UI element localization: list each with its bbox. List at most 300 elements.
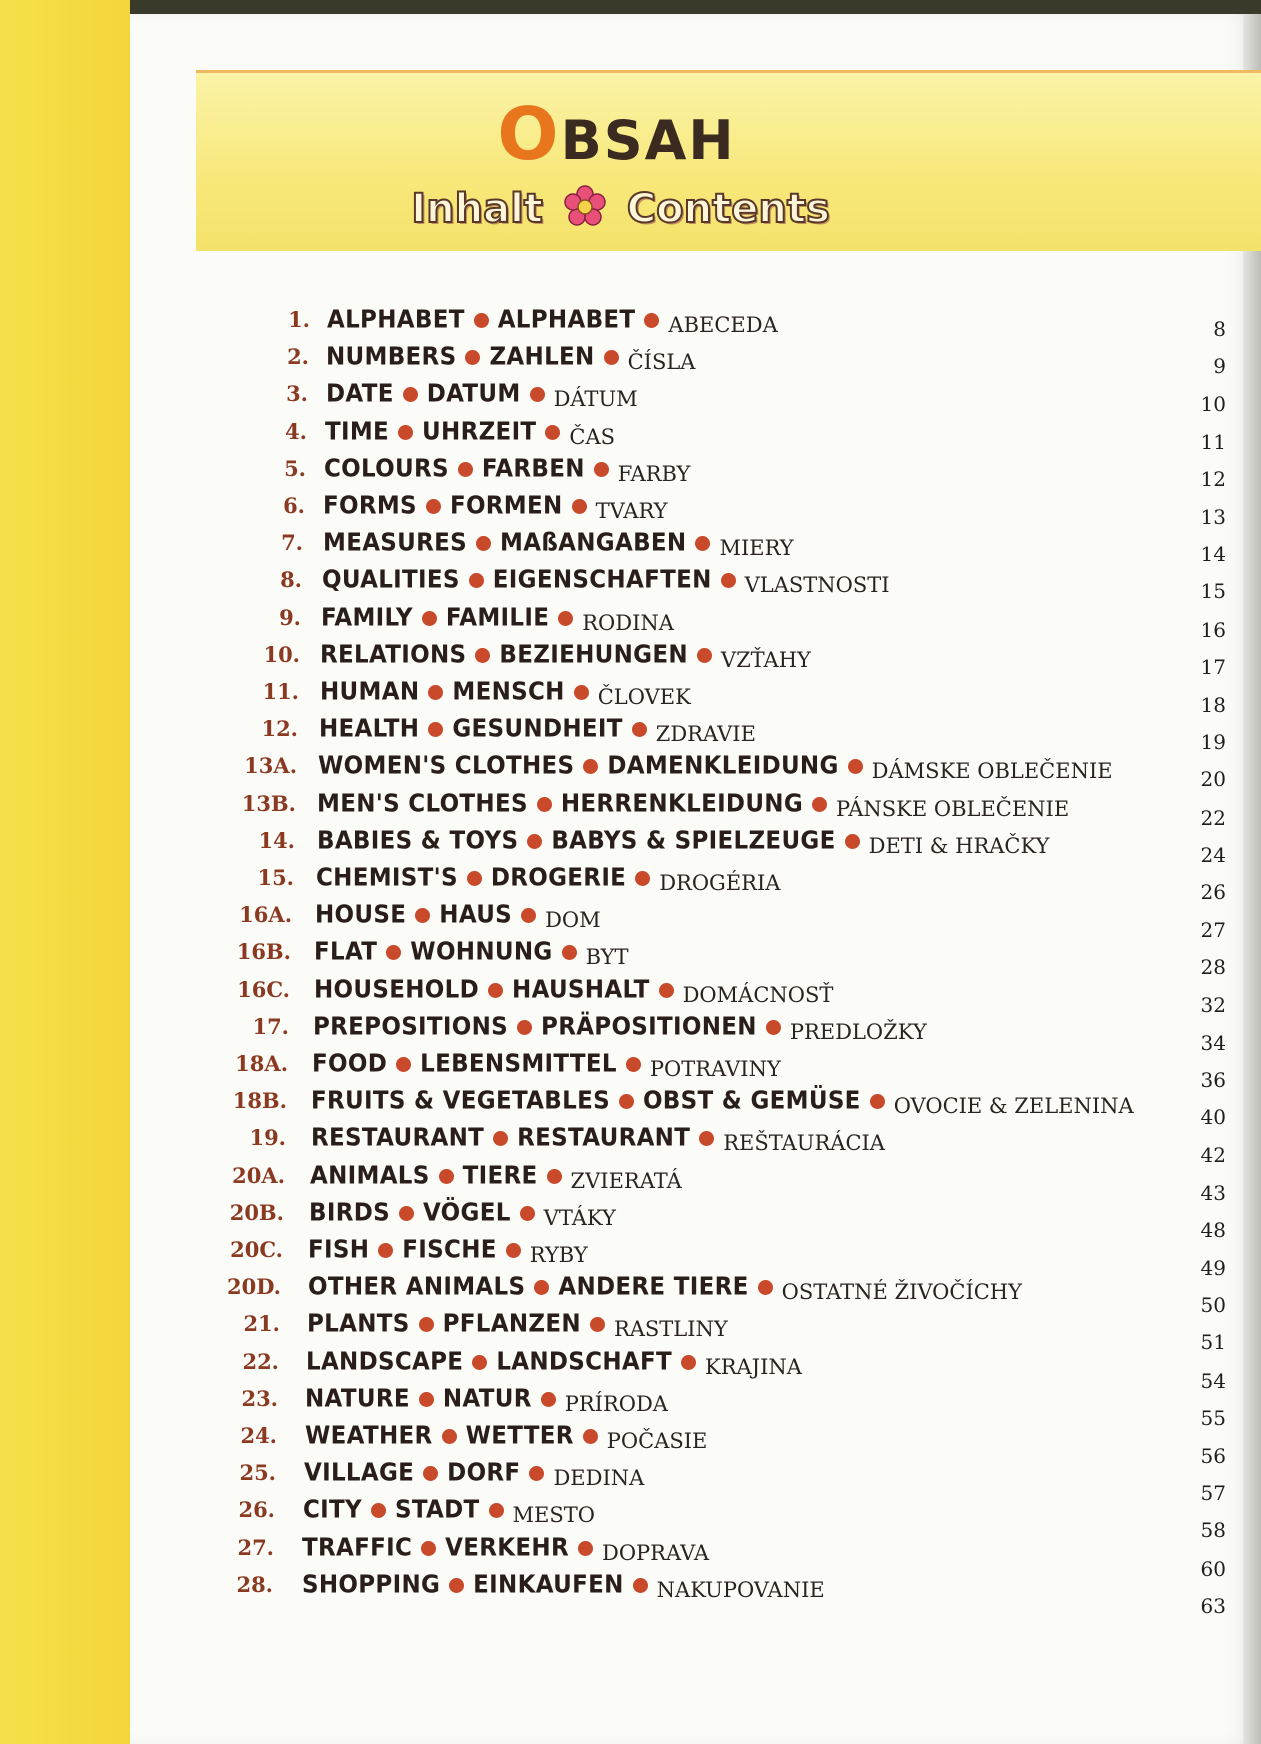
bullet-dot-icon [699,1131,714,1146]
bullet-dot-icon [378,1243,393,1258]
toc-entry [307,1309,728,1341]
toc-row [0,1272,1261,1317]
toc-page-number: 10 [1200,392,1226,416]
toc-page-number: 14 [1200,542,1226,566]
toc-english: RESTAURANT [311,1123,485,1153]
toc-number: 22. [242,1349,279,1374]
toc-page-number: 54 [1200,1369,1226,1393]
toc-number: 26. [238,1497,275,1522]
toc-row [0,603,1261,642]
toc-english: MEASURES [323,528,468,558]
bullet-dot-icon [428,722,443,737]
toc-number: 5. [284,456,306,481]
toc-english: BIRDS [309,1198,390,1228]
toc-german: EINKAUFEN [473,1570,624,1600]
toc-row [0,1086,1261,1129]
toc-slovak: MIERY [719,536,794,560]
toc-slovak: VTÁKY [543,1206,616,1230]
bullet-dot-icon [465,350,480,365]
toc-row [0,1347,1261,1393]
toc-row [0,1012,1261,1055]
toc-slovak: DOPRAVA [602,1541,710,1565]
toc-english: FORMS [323,491,417,521]
toc-page-number: 27 [1200,918,1226,942]
toc-row [0,493,1261,527]
bullet-dot-icon [547,1169,562,1184]
toc-entry [302,1570,825,1602]
toc-english: FRUITS & VEGETABLES [311,1086,610,1116]
toc-slovak: OSTATNÉ ŽIVOČÍCHY [781,1280,1022,1304]
bullet-dot-icon [442,1429,457,1444]
bullet-dot-icon [386,945,401,960]
toc-english: FOOD [312,1049,388,1079]
toc-english: FAMILY [321,603,413,633]
toc-page-number: 12 [1200,467,1226,491]
toc-page-number: 17 [1200,655,1226,679]
toc-entry [320,677,691,709]
toc-number: 20C. [230,1237,283,1262]
bullet-dot-icon [583,759,598,774]
toc-number: 18B. [232,1088,287,1113]
toc-english: TIME [325,417,390,447]
toc-german: FISCHE [402,1235,497,1265]
toc-number: 13B. [241,791,296,816]
bullet-dot-icon [812,797,827,812]
bullet-dot-icon [449,1578,464,1593]
toc-english: NATURE [305,1384,410,1414]
toc-row [0,789,1261,830]
toc-page-number: 48 [1200,1218,1226,1242]
bullet-dot-icon [697,648,712,663]
toc-german: HAUSHALT [512,975,650,1005]
toc-page-number: 34 [1200,1031,1226,1055]
toc-row [0,1161,1261,1205]
title-rest: BSAH [560,109,736,172]
toc-german: ANDERE TIERE [558,1272,749,1302]
toc-entry [305,1421,708,1453]
toc-entry [313,1012,927,1044]
toc-german: ZAHLEN [489,342,595,372]
bullet-dot-icon [469,573,484,588]
bullet-dot-icon [520,1206,535,1221]
toc-slovak: VLASTNOSTI [744,573,890,597]
toc-slovak: ZDRAVIE [655,722,756,746]
toc-slovak: RODINA [582,611,674,635]
toc-german: UHRZEIT [422,417,537,447]
toc-entry [315,900,601,932]
bullet-dot-icon [619,1094,634,1109]
toc-english: VILLAGE [304,1458,415,1488]
bullet-dot-icon [633,1578,648,1593]
toc-page-number: 9 [1213,354,1226,378]
toc-row [0,456,1261,490]
bullet-dot-icon [644,313,659,328]
bullet-dot-icon [766,1020,781,1035]
toc-page-number: 15 [1200,579,1226,603]
toc-slovak: VZŤAHY [720,648,811,672]
bullet-dot-icon [419,1392,434,1407]
bullet-dot-icon [695,536,710,551]
toc-row [0,751,1261,791]
toc-german: LANDSCHAFT [496,1347,673,1377]
toc-entry [317,789,1070,821]
toc-row [0,1123,1261,1167]
toc-entry [318,751,1113,783]
toc-english: TRAFFIC [302,1533,413,1563]
toc-entry [305,1384,668,1416]
bullet-dot-icon [626,1057,641,1072]
toc-row [0,1495,1261,1542]
toc-slovak: RASTLINY [613,1317,728,1341]
toc-german: OBST & GEMÜSE [642,1086,861,1116]
toc-page-number: 8 [1213,317,1226,341]
toc-english: FLAT [314,937,378,967]
toc-entry [312,1049,781,1081]
toc-slovak: DOM [545,908,601,932]
bullet-dot-icon [426,499,441,514]
toc-number: 14. [258,828,295,853]
toc-english: CHEMIST'S [316,863,458,893]
toc-number: 17. [252,1014,289,1039]
bullet-dot-icon [758,1280,773,1295]
bullet-dot-icon [396,1057,411,1072]
toc-german: VERKEHR [445,1533,569,1563]
toc-german: VÖGEL [422,1198,511,1228]
bullet-dot-icon [488,983,503,998]
toc-number: 23. [241,1386,278,1411]
toc-slovak: DEDINA [553,1466,645,1490]
toc-page-number: 16 [1200,618,1226,642]
toc-german: WETTER [465,1421,574,1451]
toc-entry [311,1123,885,1155]
toc-english: MEN'S CLOTHES [317,789,528,819]
toc-german: GESUNDHEIT [452,714,623,744]
toc-german: ALPHABET [497,305,636,335]
bullet-dot-icon [545,425,560,440]
toc-german: RESTAURANT [517,1123,691,1153]
toc-slovak: NAKUPOVANIE [656,1578,825,1602]
toc-entry [306,1347,802,1379]
toc-row [0,640,1261,679]
toc-page-number: 49 [1200,1256,1226,1280]
bullet-dot-icon [472,1355,487,1370]
toc-number: 19. [249,1125,286,1150]
toc-english: DATE [326,379,394,409]
toc-slovak: KRAJINA [705,1355,802,1379]
toc-number: 15. [257,865,294,890]
toc-english: ANIMALS [310,1161,430,1191]
toc-english: WOMEN'S CLOTHES [318,751,575,781]
toc-number: 27. [237,1535,274,1560]
toc-number: 1. [288,307,310,332]
toc-entry [304,1458,645,1490]
toc-slovak: TVARY [595,499,668,523]
toc-slovak: ABECEDA [668,313,778,337]
bullet-dot-icon [604,350,619,365]
toc-entry [326,342,696,374]
toc-german: EIGENSCHAFTEN [492,565,712,595]
toc-row [0,1309,1261,1354]
toc-entry [310,1161,682,1193]
toc-entry [323,528,794,560]
toc-entry [314,937,629,969]
bullet-dot-icon [439,1169,454,1184]
bullet-dot-icon [870,1094,885,1109]
toc-english: PLANTS [307,1309,410,1339]
toc-number: 28. [236,1572,273,1597]
toc-row [0,1198,1261,1242]
bullet-dot-icon [558,611,573,626]
toc-page-number: 19 [1200,730,1226,754]
bullet-dot-icon [562,945,577,960]
toc-row [0,530,1261,564]
toc-row [0,826,1261,867]
toc-row [0,937,1261,979]
toc-row [0,677,1261,717]
toc-page-number: 26 [1200,880,1226,904]
toc-number: 25. [239,1460,276,1485]
bullet-dot-icon [423,1466,438,1481]
bullet-dot-icon [521,908,536,923]
toc-english: HOUSEHOLD [314,975,480,1005]
title-initial: O [497,92,561,176]
toc-row [0,900,1261,942]
toc-entry [314,975,834,1007]
toc-row [0,1421,1261,1468]
toc-row [0,419,1261,453]
toc-slovak: FARBY [617,462,691,486]
toc-german: FORMEN [449,491,563,521]
bullet-dot-icon [572,499,587,514]
toc-number: 2. [287,344,309,369]
toc-row [0,1533,1261,1581]
toc-entry [308,1235,588,1267]
toc-english: LANDSCAPE [306,1347,464,1377]
bullet-dot-icon [583,1429,598,1444]
toc-number: 18A. [235,1051,288,1076]
bullet-dot-icon [506,1243,521,1258]
bullet-dot-icon [371,1503,386,1518]
bullet-dot-icon [534,1280,549,1295]
toc-english: NUMBERS [326,342,457,372]
bullet-dot-icon [848,759,863,774]
toc-row [0,975,1261,1017]
toc-entry [327,305,778,337]
bullet-dot-icon [399,1206,414,1221]
bullet-dot-icon [476,536,491,551]
toc-page-number: 18 [1200,693,1226,717]
toc-number: 20A. [232,1163,285,1188]
bullet-dot-icon [537,797,552,812]
toc-slovak: PREDLOŽKY [789,1020,927,1044]
bullet-dot-icon [578,1541,593,1556]
toc-number: 13A. [244,753,297,778]
toc-entry [311,1086,1134,1118]
bullet-dot-icon [419,1317,434,1332]
toc-english: BABIES & TOYS [317,826,519,856]
bullet-dot-icon [403,387,418,402]
toc-english: PREPOSITIONS [313,1012,509,1042]
bullet-dot-icon [541,1392,556,1407]
bullet-dot-icon [594,462,609,477]
toc-page-number: 58 [1200,1518,1226,1542]
toc-page-number: 11 [1200,430,1226,454]
toc-number: 6. [283,493,305,518]
toc-slovak: PÁNSKE OBLEČENIE [836,797,1070,821]
toc-entry [322,565,890,597]
toc-row [0,1570,1261,1618]
toc-page-number: 63 [1200,1594,1226,1618]
bullet-dot-icon [632,722,647,737]
bullet-dot-icon [529,1466,544,1481]
toc-page-number: 32 [1200,993,1226,1017]
bullet-dot-icon [415,908,430,923]
toc-slovak: DÁMSKE OBLEČENIE [871,759,1113,783]
toc-page-number: 50 [1200,1293,1226,1317]
toc-slovak: DOMÁCNOSŤ [682,983,834,1007]
toc-slovak: POTRAVINY [649,1057,781,1081]
bullet-dot-icon [527,834,542,849]
toc-german: DATUM [426,379,521,409]
toc-german: WOHNUNG [410,937,553,967]
bullet-dot-icon [467,871,482,886]
toc-german: STADT [394,1495,480,1525]
toc-row [0,1049,1261,1092]
toc-slovak: ČAS [569,425,616,449]
toc-number: 16A. [239,902,292,927]
bullet-dot-icon [398,425,413,440]
toc-english: CITY [303,1495,362,1525]
toc-entry [303,1495,595,1527]
bullet-dot-icon [635,871,650,886]
toc-german: PRÄPOSITIONEN [541,1012,757,1042]
toc-page-number: 24 [1200,843,1226,867]
toc-number: 20D. [227,1274,281,1299]
toc-page-number: 20 [1200,767,1226,791]
bullet-dot-icon [475,648,490,663]
toc-page-number: 40 [1200,1105,1226,1129]
toc-english: SHOPPING [302,1570,441,1600]
toc-german: NATUR [442,1384,532,1414]
bullet-dot-icon [517,1020,532,1035]
toc-number: 16B. [236,939,291,964]
toc-slovak: POČASIE [606,1429,708,1453]
toc-number: 12. [261,716,298,741]
bullet-dot-icon [574,685,589,700]
toc-number: 3. [286,381,308,406]
bullet-dot-icon [721,573,736,588]
subtitle-english: Contents [626,186,830,232]
bullet-dot-icon [530,387,545,402]
toc-entry [317,826,1050,858]
toc-entry [321,603,674,635]
toc-entry [320,640,811,672]
toc-slovak: DETI & HRAČKY [868,834,1050,858]
toc-row [0,381,1261,415]
toc-english: HOUSE [315,900,407,930]
toc-slovak: ČLOVEK [597,685,691,709]
toc-number: 21. [243,1311,280,1336]
toc-row [0,1384,1261,1430]
toc-row [0,344,1261,378]
toc-english: HUMAN [320,677,420,707]
bullet-dot-icon [422,611,437,626]
toc-entry [326,379,638,411]
toc-row [0,1458,1261,1505]
subtitle-german: Inhalt [411,186,543,232]
toc-number: 11. [262,679,299,704]
toc-german: FARBEN [481,454,585,484]
toc-row [0,1235,1261,1280]
toc-number: 7. [281,530,303,555]
toc-slovak: MESTO [512,1503,595,1527]
toc-english: HEALTH [319,714,420,744]
toc-german: MAßANGABEN [500,528,687,558]
toc-number: 20B. [229,1200,284,1225]
toc-english: OTHER ANIMALS [308,1272,526,1302]
toc-german: PFLANZEN [442,1309,581,1339]
toc-entry [309,1198,616,1230]
toc-row [0,863,1261,904]
toc-page-number: 28 [1200,955,1226,979]
toc-number: 4. [285,419,307,444]
toc-row [0,567,1261,601]
toc-german: BABYS & SPIELZEUGE [551,826,836,856]
toc-page-number: 43 [1200,1181,1226,1205]
toc-page-number: 55 [1200,1406,1226,1430]
toc-page-number: 22 [1200,806,1226,830]
toc-row [0,714,1261,754]
toc-english: COLOURS [324,454,449,484]
toc-english: RELATIONS [320,640,467,670]
toc-page-number: 51 [1200,1330,1226,1354]
toc-page-number: 42 [1200,1143,1226,1167]
bullet-dot-icon [659,983,674,998]
toc-page-number: 13 [1200,505,1226,529]
toc-german: HAUS [439,900,513,930]
toc-german: FAMILIE [445,603,550,633]
toc-entry [319,714,756,746]
toc-entry [325,417,616,449]
toc-entry [324,454,691,486]
toc-number: 9. [279,605,301,630]
bullet-dot-icon [421,1541,436,1556]
toc-number: 10. [263,642,300,667]
bullet-dot-icon [493,1131,508,1146]
toc-english: ALPHABET [327,305,465,335]
toc-page-number: 57 [1200,1481,1226,1505]
toc-number: 16C. [237,977,290,1002]
toc-page-number: 36 [1200,1068,1226,1092]
toc-german: BEZIEHUNGEN [499,640,688,670]
bullet-dot-icon [489,1503,504,1518]
toc-row [0,307,1261,341]
toc-english: WEATHER [305,1421,433,1451]
bullet-dot-icon [428,685,443,700]
toc-german: DAMENKLEIDUNG [607,751,839,781]
toc-german: MENSCH [452,677,565,707]
toc-entry [323,491,668,523]
bullet-dot-icon [681,1355,696,1370]
toc-entry [302,1533,710,1565]
toc-english: QUALITIES [322,565,460,595]
bullet-dot-icon [458,462,473,477]
toc-entry [308,1272,1022,1304]
toc-slovak: BYT [585,945,629,969]
toc-german: TIERE [462,1161,538,1191]
toc-number: 24. [240,1423,277,1448]
toc-english: FISH [308,1235,370,1265]
